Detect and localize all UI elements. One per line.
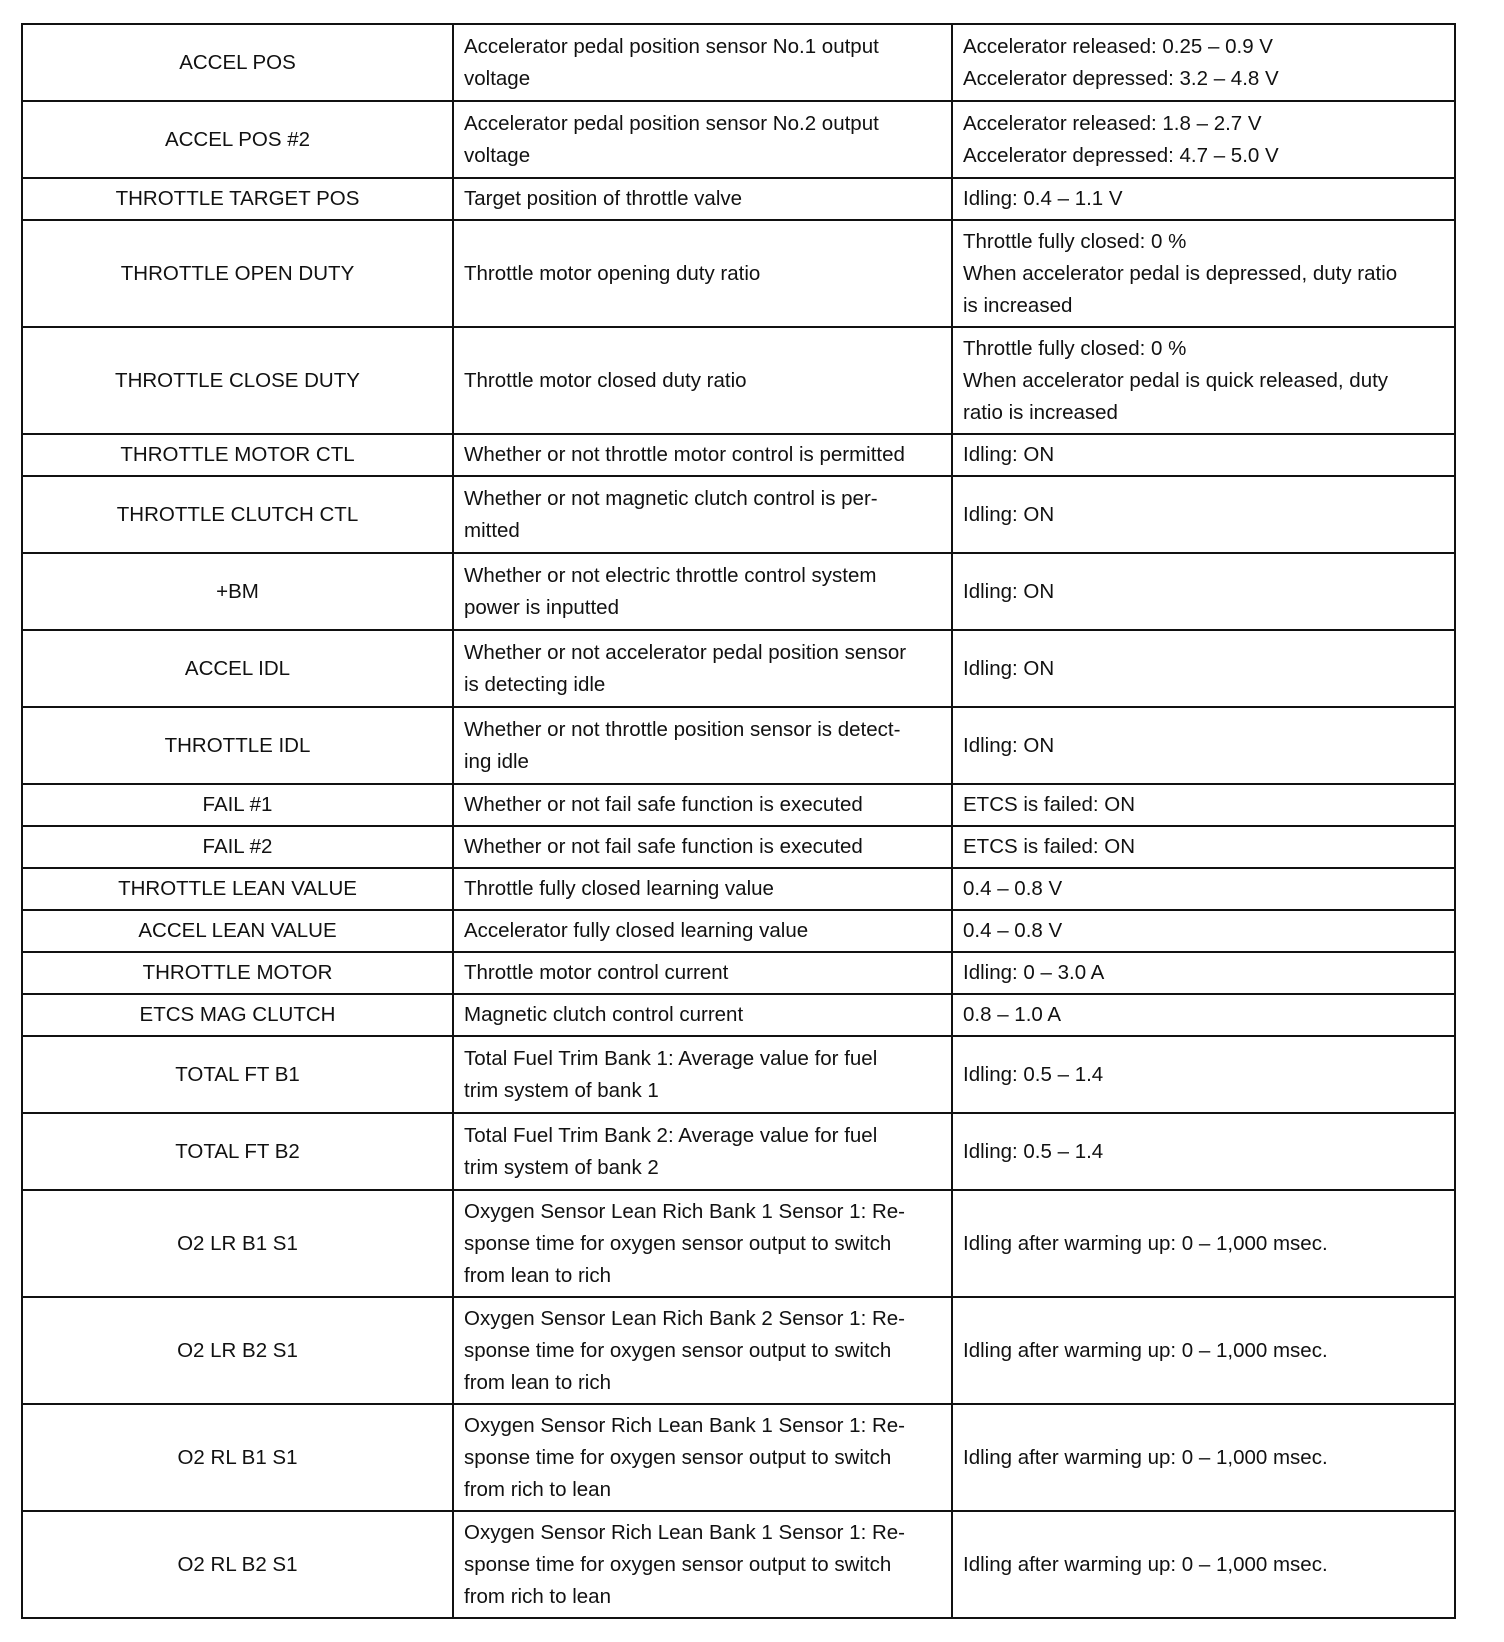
- measurement-line: power is inputted: [464, 595, 619, 619]
- table-row: [22, 24, 1455, 101]
- measurement-line: Whether or not accelerator pedal position sensor: [464, 640, 907, 664]
- table-row: [22, 952, 1455, 994]
- item-cell: THROTTLE MOTOR CTL: [22, 434, 453, 476]
- condition-line: Idling: 0.5 – 1.4: [963, 1062, 1104, 1086]
- measurement-line: from lean to rich: [464, 1370, 611, 1394]
- measurement-line: from rich to lean: [464, 1477, 611, 1501]
- item-cell: FAIL #1: [22, 784, 453, 826]
- measurement-line: Total Fuel Trim Bank 1: Average value for fuel: [464, 1046, 878, 1070]
- table-row: [22, 1404, 1455, 1511]
- measurement-line: Total Fuel Trim Bank 2: Average value for fuel: [464, 1123, 878, 1147]
- item-cell: O2 RL B2 S1: [22, 1511, 453, 1618]
- measurement-cell: [453, 784, 952, 826]
- item-cell: THROTTLE TARGET POS: [22, 178, 453, 220]
- condition-line: ETCS is failed: ON: [963, 835, 1136, 858]
- condition-cell: [952, 952, 1455, 994]
- condition-line: Idling: ON: [963, 733, 1055, 757]
- measurement-cell: [453, 826, 952, 868]
- item-cell: FAIL #2: [22, 826, 453, 868]
- measurement-cell: [453, 553, 952, 630]
- measurement-line: Oxygen Sensor Rich Lean Bank 1 Sensor 1: Re-: [464, 1520, 905, 1544]
- condition-cell: [952, 1190, 1455, 1297]
- table-body: [22, 24, 1455, 1618]
- condition-cell: [952, 178, 1455, 220]
- item-cell: THROTTLE OPEN DUTY: [22, 220, 453, 327]
- measurement-cell: [453, 476, 952, 553]
- condition-cell: [952, 1404, 1455, 1511]
- measurement-cell: [453, 101, 952, 178]
- condition-line: is increased: [963, 293, 1073, 317]
- condition-cell: [952, 868, 1455, 910]
- condition-cell: [952, 1036, 1455, 1113]
- condition-line: Idling after warming up: 0 – 1,000 msec.: [963, 1231, 1328, 1255]
- condition-cell: [952, 994, 1455, 1036]
- condition-line: When accelerator pedal is quick released, duty: [963, 368, 1389, 392]
- condition-line: ratio is increased: [963, 400, 1118, 424]
- condition-line: Idling after warming up: 0 – 1,000 msec.: [963, 1552, 1328, 1576]
- measurement-line: voltage: [464, 143, 531, 167]
- data-list-table: [21, 23, 1456, 1619]
- measurement-cell: [453, 1036, 952, 1113]
- condition-line: 0.4 – 0.8 V: [963, 877, 1063, 900]
- item-cell: ACCEL POS #2: [22, 101, 453, 178]
- measurement-line: Target position of throttle valve: [464, 187, 743, 210]
- measurement-cell: [453, 868, 952, 910]
- condition-cell: [952, 784, 1455, 826]
- condition-cell: [952, 434, 1455, 476]
- table-row: [22, 1113, 1455, 1190]
- measurement-line: Accelerator fully closed learning value: [464, 919, 809, 942]
- condition-line: Throttle fully closed: 0 %: [963, 229, 1187, 253]
- table-row: [22, 868, 1455, 910]
- measurement-line: Whether or not fail safe function is executed: [464, 835, 863, 858]
- measurement-line: voltage: [464, 66, 531, 90]
- item-cell: +BM: [22, 553, 453, 630]
- condition-cell: [952, 910, 1455, 952]
- item-cell: THROTTLE CLUTCH CTL: [22, 476, 453, 553]
- condition-line: 0.4 – 0.8 V: [963, 919, 1063, 942]
- measurement-line: trim system of bank 1: [464, 1078, 659, 1102]
- item-cell: THROTTLE IDL: [22, 707, 453, 784]
- item-cell: O2 RL B1 S1: [22, 1404, 453, 1511]
- item-cell: ACCEL POS: [22, 24, 453, 101]
- measurement-line: is detecting idle: [464, 672, 606, 696]
- item-cell: THROTTLE LEAN VALUE: [22, 868, 453, 910]
- condition-line: Idling: 0.4 – 1.1 V: [963, 187, 1123, 210]
- table-row: [22, 178, 1455, 220]
- measurement-line: Throttle motor opening duty ratio: [464, 261, 761, 285]
- measurement-line: Whether or not electric throttle control system: [464, 563, 877, 587]
- measurement-line: Whether or not magnetic clutch control is per-: [464, 486, 878, 510]
- condition-line: Idling: ON: [963, 502, 1055, 526]
- table-row: [22, 1190, 1455, 1297]
- measurement-line: Throttle motor control current: [464, 961, 729, 984]
- condition-line: Accelerator depressed: 4.7 – 5.0 V: [963, 143, 1279, 167]
- measurement-cell: [453, 994, 952, 1036]
- measurement-line: Whether or not throttle position sensor is detect-: [464, 717, 901, 741]
- condition-line: ETCS is failed: ON: [963, 793, 1136, 816]
- measurement-line: Oxygen Sensor Rich Lean Bank 1 Sensor 1: Re-: [464, 1413, 905, 1437]
- condition-cell: [952, 24, 1455, 101]
- condition-line: Idling: 0.5 – 1.4: [963, 1139, 1104, 1163]
- measurement-cell: [453, 327, 952, 434]
- measurement-cell: [453, 24, 952, 101]
- table-row: [22, 101, 1455, 178]
- measurement-line: Oxygen Sensor Lean Rich Bank 2 Sensor 1: Re-: [464, 1306, 905, 1330]
- measurement-line: trim system of bank 2: [464, 1155, 659, 1179]
- measurement-line: Throttle fully closed learning value: [464, 877, 774, 900]
- condition-cell: [952, 476, 1455, 553]
- measurement-line: from lean to rich: [464, 1263, 611, 1287]
- measurement-cell: [453, 434, 952, 476]
- condition-line: Idling: ON: [963, 443, 1055, 466]
- condition-cell: [952, 630, 1455, 707]
- table-row: [22, 553, 1455, 630]
- condition-cell: [952, 220, 1455, 327]
- table-row: [22, 784, 1455, 826]
- measurement-line: ing idle: [464, 749, 529, 773]
- condition-cell: [952, 1511, 1455, 1618]
- condition-line: Accelerator depressed: 3.2 – 4.8 V: [963, 66, 1279, 90]
- table-row: [22, 1297, 1455, 1404]
- condition-line: Idling after warming up: 0 – 1,000 msec.: [963, 1338, 1328, 1362]
- table-row: [22, 910, 1455, 952]
- table-row: [22, 1511, 1455, 1618]
- measurement-cell: [453, 1297, 952, 1404]
- condition-cell: [952, 826, 1455, 868]
- measurement-line: sponse time for oxygen sensor output to switch: [464, 1552, 892, 1576]
- item-cell: ACCEL LEAN VALUE: [22, 910, 453, 952]
- condition-cell: [952, 1113, 1455, 1190]
- condition-cell: [952, 553, 1455, 630]
- measurement-line: sponse time for oxygen sensor output to switch: [464, 1338, 892, 1362]
- item-cell: TOTAL FT B2: [22, 1113, 453, 1190]
- condition-line: When accelerator pedal is depressed, duty ratio: [963, 261, 1398, 285]
- measurement-line: mitted: [464, 518, 520, 542]
- measurement-line: Oxygen Sensor Lean Rich Bank 1 Sensor 1: Re-: [464, 1199, 905, 1223]
- table-row: [22, 994, 1455, 1036]
- condition-line: Idling: ON: [963, 656, 1055, 680]
- measurement-cell: [453, 1404, 952, 1511]
- condition-line: Accelerator released: 1.8 – 2.7 V: [963, 111, 1262, 135]
- measurement-cell: [453, 178, 952, 220]
- table-row: [22, 630, 1455, 707]
- table-row: [22, 434, 1455, 476]
- condition-cell: [952, 327, 1455, 434]
- table-row: [22, 327, 1455, 434]
- condition-cell: [952, 707, 1455, 784]
- table-row: [22, 220, 1455, 327]
- item-cell: ETCS MAG CLUTCH: [22, 994, 453, 1036]
- condition-line: Throttle fully closed: 0 %: [963, 336, 1187, 360]
- measurement-line: Whether or not fail safe function is executed: [464, 793, 863, 816]
- table-row: [22, 1036, 1455, 1113]
- condition-line: Idling after warming up: 0 – 1,000 msec.: [963, 1445, 1328, 1469]
- measurement-cell: [453, 707, 952, 784]
- condition-cell: [952, 1297, 1455, 1404]
- condition-line: Idling: 0 – 3.0 A: [963, 961, 1105, 984]
- measurement-cell: [453, 630, 952, 707]
- item-cell: TOTAL FT B1: [22, 1036, 453, 1113]
- measurement-line: Magnetic clutch control current: [464, 1003, 744, 1026]
- measurement-cell: [453, 220, 952, 327]
- measurement-line: Throttle motor closed duty ratio: [464, 368, 747, 392]
- measurement-line: Whether or not throttle motor control is permitted: [464, 443, 905, 466]
- condition-line: 0.8 – 1.0 A: [963, 1003, 1062, 1026]
- item-cell: THROTTLE CLOSE DUTY: [22, 327, 453, 434]
- item-cell: O2 LR B2 S1: [22, 1297, 453, 1404]
- item-cell: O2 LR B1 S1: [22, 1190, 453, 1297]
- condition-cell: [952, 101, 1455, 178]
- measurement-cell: [453, 1511, 952, 1618]
- measurement-line: sponse time for oxygen sensor output to switch: [464, 1445, 892, 1469]
- condition-line: Accelerator released: 0.25 – 0.9 V: [963, 34, 1273, 58]
- item-cell: ACCEL IDL: [22, 630, 453, 707]
- item-cell: THROTTLE MOTOR: [22, 952, 453, 994]
- measurement-cell: [453, 910, 952, 952]
- measurement-line: sponse time for oxygen sensor output to switch: [464, 1231, 892, 1255]
- table-row: [22, 826, 1455, 868]
- measurement-line: Accelerator pedal position sensor No.2 output: [464, 111, 879, 135]
- condition-line: Idling: ON: [963, 579, 1055, 603]
- measurement-cell: [453, 1190, 952, 1297]
- table-row: [22, 707, 1455, 784]
- table-row: [22, 476, 1455, 553]
- measurement-cell: [453, 1113, 952, 1190]
- measurement-cell: [453, 952, 952, 994]
- measurement-line: Accelerator pedal position sensor No.1 output: [464, 34, 879, 58]
- measurement-line: from rich to lean: [464, 1584, 611, 1608]
